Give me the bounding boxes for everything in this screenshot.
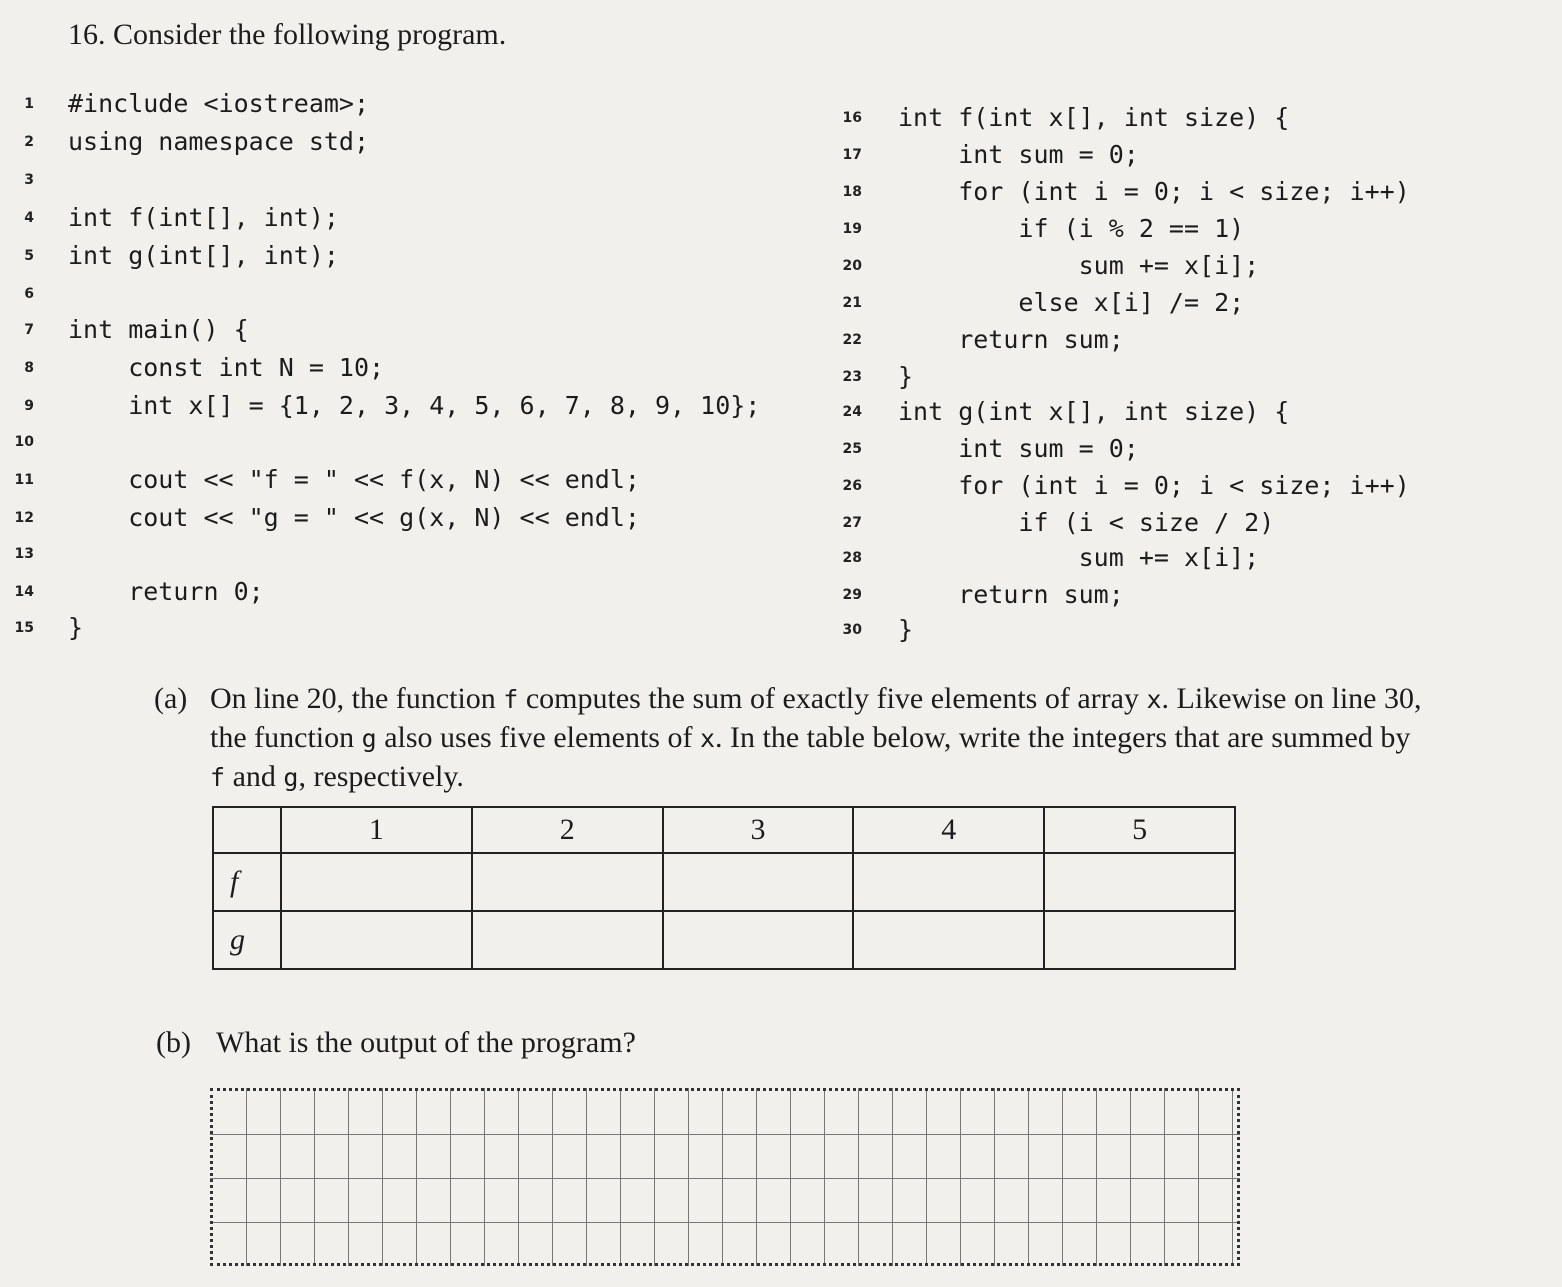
code-run: g <box>283 763 299 792</box>
header-cell: 4 <box>853 807 1044 853</box>
line-number: 21 <box>842 295 862 311</box>
corner-cell <box>213 807 281 853</box>
text-run: computes the sum of exactly five elements of array <box>518 682 1147 715</box>
line-number: 19 <box>842 221 862 237</box>
text-run: On line 20, the function <box>210 682 504 715</box>
code-run: f <box>503 685 519 714</box>
code-run: x <box>1146 685 1162 714</box>
question-number: 16. <box>68 18 106 51</box>
code-text: return sum; <box>898 580 1124 609</box>
answer-cell[interactable] <box>1044 911 1235 969</box>
line-number: 6 <box>24 286 34 302</box>
code-text: if (i < size / 2) <box>898 508 1275 537</box>
line-number: 5 <box>24 248 34 264</box>
answer-cell[interactable] <box>281 853 472 911</box>
line-number: 13 <box>14 546 34 562</box>
answer-cell[interactable] <box>853 853 1044 911</box>
text-run: , respectively. <box>298 760 464 793</box>
code-text: int sum = 0; <box>898 434 1139 463</box>
code-text: using namespace std; <box>68 127 370 156</box>
answer-cell[interactable] <box>281 911 472 969</box>
text-run: also uses five elements of <box>376 721 700 754</box>
answer-cell[interactable] <box>663 911 854 969</box>
code-run: x <box>699 724 716 753</box>
code-text: #include <iostream>; <box>68 89 370 118</box>
line-number: 17 <box>842 147 862 163</box>
header-cell: 1 <box>281 807 472 853</box>
text-run: . In the table below, write the integers that are summed by <box>715 721 1411 754</box>
header-cell: 5 <box>1044 807 1235 853</box>
part-b <box>156 1024 1156 1064</box>
code-text: int main() { <box>68 315 249 344</box>
table-row-f <box>213 853 1235 911</box>
code-text: else x[i] /= 2; <box>898 288 1245 317</box>
part-a-label: (a) <box>154 682 188 715</box>
line-number: 14 <box>14 584 34 600</box>
part-b-label: (b) <box>156 1026 191 1059</box>
line-number: 27 <box>842 515 862 531</box>
code-text: } <box>898 615 914 644</box>
line-number: 2 <box>24 134 34 150</box>
code-text: for (int i = 0; i < size; i++) <box>898 471 1410 500</box>
answer-table <box>212 806 1236 970</box>
answer-cell[interactable] <box>472 911 663 969</box>
code-text: } <box>68 613 84 642</box>
answer-cell[interactable] <box>663 853 854 911</box>
line-number: 10 <box>14 434 34 450</box>
line-number: 30 <box>842 622 862 638</box>
code-text: for (int i = 0; i < size; i++) <box>898 177 1410 206</box>
code-run: f <box>210 763 226 792</box>
line-number: 9 <box>24 398 34 414</box>
line-number: 24 <box>842 404 862 420</box>
table-header-row <box>213 807 1235 853</box>
code-text: return 0; <box>68 577 264 606</box>
line-number: 16 <box>842 110 862 126</box>
line-number: 25 <box>842 441 862 457</box>
code-text: int f(int x[], int size) { <box>898 103 1290 132</box>
line-number: 29 <box>842 587 862 603</box>
line-number: 18 <box>842 184 862 200</box>
code-text: cout << "g = " << g(x, N) << endl; <box>68 503 640 532</box>
code-text: int x[] = {1, 2, 3, 4, 5, 6, 7, 8, 9, 10}; <box>68 391 761 420</box>
line-number: 23 <box>842 369 862 385</box>
part-a <box>154 680 1434 800</box>
code-text: int f(int[], int); <box>68 203 339 232</box>
line-number: 26 <box>842 478 862 494</box>
line-number: 11 <box>14 472 34 488</box>
line-number: 8 <box>24 360 34 376</box>
code-text: } <box>898 362 914 391</box>
header-cell: 2 <box>472 807 663 853</box>
code-text: sum += x[i]; <box>898 543 1260 572</box>
code-run: g <box>361 724 377 753</box>
code-text: int g(int[], int); <box>68 241 339 270</box>
code-text: int g(int x[], int size) { <box>898 397 1290 426</box>
answer-cell[interactable] <box>472 853 663 911</box>
line-number: 15 <box>14 620 34 636</box>
line-number: 12 <box>14 510 34 526</box>
row-label-f: f <box>213 853 281 911</box>
answer-grid[interactable] <box>210 1088 1240 1266</box>
question-prompt: Consider the following program. <box>113 18 507 51</box>
text-run: . Likewise on line 30, the function <box>210 682 1422 754</box>
line-number: 20 <box>842 258 862 274</box>
text-run: and <box>225 760 284 793</box>
table-row-g <box>213 911 1235 969</box>
part-b-text: What is the output of the program? <box>216 1026 636 1059</box>
question-title <box>68 18 506 52</box>
code-text: cout << "f = " << f(x, N) << endl; <box>68 465 640 494</box>
part-a-text <box>210 680 1430 797</box>
answer-cell[interactable] <box>1044 853 1235 911</box>
code-text: if (i % 2 == 1) <box>898 214 1245 243</box>
line-number: 4 <box>24 210 34 226</box>
code-text: return sum; <box>898 325 1124 354</box>
line-number: 7 <box>24 322 34 338</box>
line-number: 3 <box>24 172 34 188</box>
code-text: sum += x[i]; <box>898 251 1260 280</box>
line-number: 1 <box>24 96 34 112</box>
header-cell: 3 <box>663 807 854 853</box>
row-label-g: g <box>213 911 281 969</box>
code-text: int sum = 0; <box>898 140 1139 169</box>
line-number: 22 <box>842 332 862 348</box>
line-number: 28 <box>842 550 862 566</box>
code-text: const int N = 10; <box>68 353 385 382</box>
answer-cell[interactable] <box>853 911 1044 969</box>
